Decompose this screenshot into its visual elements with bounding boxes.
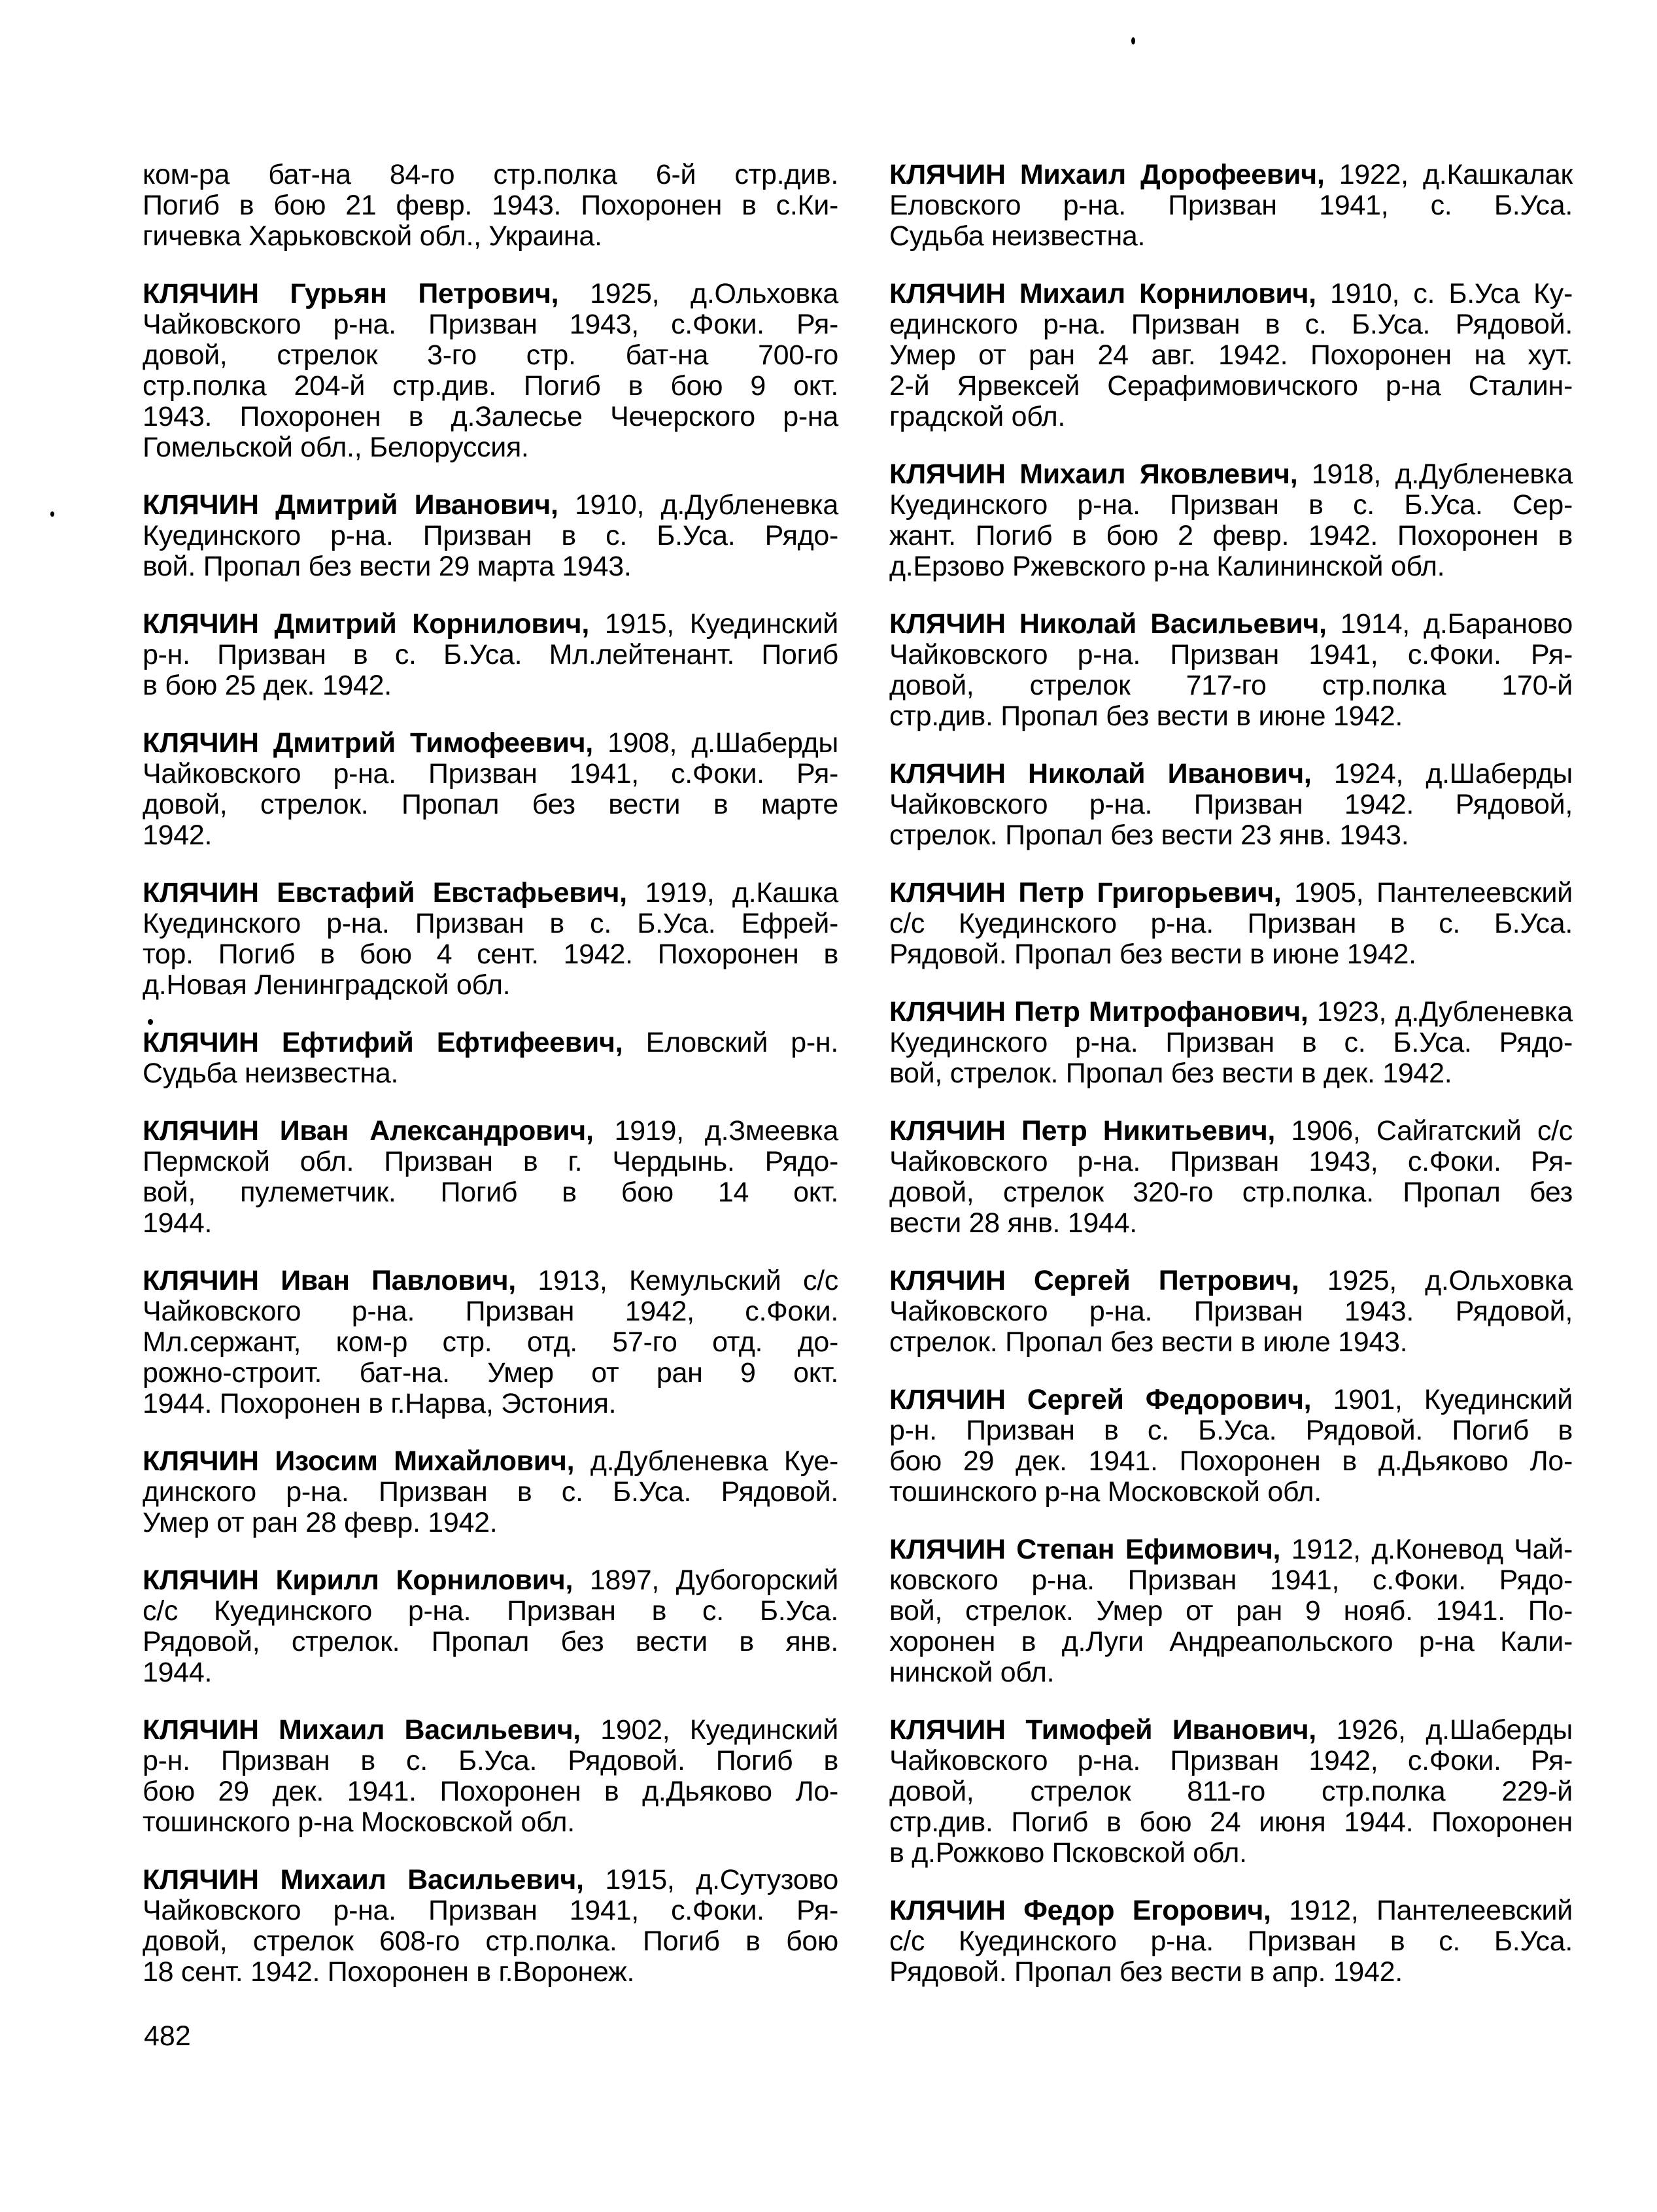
entry-line: довой, стрелок 608-го стр.полка. Погиб в бою	[143, 1926, 838, 1957]
entry-line: тошинского р-на Московской обл.	[143, 1806, 575, 1838]
entry-line: Куединского р-на. Призван в с. Б.Уса. Сер-	[889, 489, 1573, 521]
entry-surname: КЛЯЧИН Ефтифий Ефтифеевич,	[143, 1027, 623, 1058]
memorial-entry	[889, 1385, 1573, 1508]
entry-surname: КЛЯЧИН Михаил Васильевич,	[143, 1714, 581, 1746]
entry-line: КЛЯЧИН Петр Митрофанович, 1923, д.Дубленевка	[889, 996, 1573, 1028]
memorial-entry	[889, 1895, 1573, 1988]
entry-line: 1943. Похоронен в д.Залесье Чечерского р-на	[143, 401, 838, 432]
entry-line: 1944.	[143, 1207, 213, 1239]
entry-line: р-н. Призван в с. Б.Уса. Рядовой. Погиб в	[143, 1745, 838, 1776]
entry-line: КЛЯЧИН Евстафий Евстафьевич, 1919, д.Кашка	[143, 877, 838, 908]
entry-surname: КЛЯЧИН Иван Павлович,	[143, 1265, 516, 1296]
memorial-entry	[889, 459, 1573, 582]
memorial-entry	[889, 1116, 1573, 1239]
entry-line: д.Ерзово Ржевского р-на Калининской обл.	[889, 551, 1445, 582]
entry-line: КЛЯЧИН Тимофей Иванович, 1926, д.Шаберды	[889, 1714, 1573, 1746]
scan-speck	[50, 511, 54, 517]
entry-surname: КЛЯЧИН Михаил Корнилович,	[889, 278, 1316, 309]
memorial-entry	[143, 279, 838, 463]
entry-line: КЛЯЧИН Михаил Дорофеевич, 1922, д.Кашкалак	[889, 159, 1573, 190]
entry-line: Еловского р-на. Призван 1941, с. Б.Уса.	[889, 190, 1573, 221]
memorial-entry	[143, 1865, 838, 1988]
scan-speck	[1131, 37, 1135, 44]
memorial-entry	[889, 1534, 1573, 1688]
entry-line: Чайковского р-на. Призван 1942, с.Фоки.	[143, 1296, 838, 1327]
entry-line: бою 29 дек. 1941. Похоронен в д.Дьяково Ло-	[889, 1445, 1573, 1477]
entry-surname: КЛЯЧИН Евстафий Евстафьевич,	[143, 877, 627, 908]
entry-line: с/с Куединского р-на. Призван в с. Б.Уса.	[889, 908, 1573, 939]
entry-line: Чайковского р-на. Призван 1941, с.Фоки. Ря-	[889, 639, 1573, 670]
entry-surname: КЛЯЧИН Сергей Петрович,	[889, 1265, 1299, 1296]
entry-line: нинской обл.	[889, 1657, 1055, 1688]
memorial-entry	[889, 609, 1573, 732]
entry-line: довой, стрелок 3-го стр. бат-на 700-го	[143, 339, 838, 371]
memorial-entry	[143, 1565, 838, 1688]
memorial-entry	[143, 1715, 838, 1838]
entry-line: КЛЯЧИН Степан Ефимович, 1912, д.Коневод Чай-	[889, 1534, 1573, 1565]
entry-line: вой. Пропал без вести 29 марта 1943.	[143, 551, 632, 582]
entry-line: КЛЯЧИН Ефтифий Ефтифеевич, Еловский р-н.	[143, 1027, 838, 1058]
entry-line: жант. Погиб в бою 2 февр. 1942. Похоронен в	[889, 520, 1573, 551]
entry-line: КЛЯЧИН Николай Иванович, 1924, д.Шаберды	[889, 758, 1573, 789]
memorial-entry	[889, 279, 1573, 432]
entry-line: КЛЯЧИН Михаил Васильевич, 1902, Куединский	[143, 1714, 838, 1746]
entry-surname: КЛЯЧИН Степан Ефимович,	[889, 1534, 1281, 1565]
entry-line: градской обл.	[889, 401, 1066, 432]
entry-surname: КЛЯЧИН Дмитрий Иванович,	[143, 489, 558, 521]
entry-line: КЛЯЧИН Изосим Михайлович, д.Дубленевка Куе-	[143, 1445, 838, 1477]
entry-line: тошинского р-на Московской обл.	[889, 1476, 1322, 1508]
entry-line: Чайковского р-на. Призван 1942. Рядовой,	[889, 789, 1573, 820]
entry-line: Пермской обл. Призван в г. Чердынь. Рядо-	[143, 1146, 838, 1177]
text-columns	[143, 160, 1573, 1988]
entry-line: ком-ра бат-на 84-го стр.полка 6-й стр.див.	[143, 159, 838, 190]
entry-line: стрелок. Пропал без вести 23 янв. 1943.	[889, 820, 1409, 851]
entry-line: КЛЯЧИН Дмитрий Корнилович, 1915, Куединский	[143, 608, 838, 640]
entry-line: стр.див. Погиб в бою 24 июня 1944. Похоронен	[889, 1806, 1573, 1838]
entry-surname: КЛЯЧИН Сергей Федорович,	[889, 1384, 1312, 1415]
entry-line: КЛЯЧИН Петр Никитьевич, 1906, Сайгатский с/с	[889, 1115, 1573, 1147]
memorial-entry	[143, 1266, 838, 1419]
entry-line: гичевка Харьковской обл., Украина.	[143, 220, 602, 252]
entry-line: Чайковского р-на. Призван 1943, с.Фоки. Ря-	[143, 309, 838, 340]
page-number: 482	[144, 2020, 191, 2052]
entry-line: стр.див. Пропал без вести в июне 1942.	[889, 700, 1403, 732]
entry-line: р-н. Призван в с. Б.Уса. Мл.лейтенант. Погиб	[143, 639, 838, 670]
entry-line: рожно-строит. бат-на. Умер от ран 9 окт.	[143, 1357, 838, 1389]
entry-line: динского р-на. Призван в с. Б.Уса. Рядовой.	[143, 1476, 838, 1508]
entry-surname: КЛЯЧИН Николай Иванович,	[889, 758, 1312, 789]
entry-line: Чайковского р-на. Призван 1943. Рядовой,	[889, 1296, 1573, 1327]
memorial-entry	[143, 1446, 838, 1538]
entry-line: Умер от ран 24 авг. 1942. Похоронен на хут.	[889, 339, 1573, 371]
entry-line: Мл.сержант, ком-р стр. отд. 57-го отд. до-	[143, 1326, 838, 1358]
entry-line: Рядовой, стрелок. Пропал без вести в янв.	[143, 1626, 838, 1657]
entry-line: Куединского р-на. Призван в с. Б.Уса. Рядо-	[143, 520, 838, 551]
entry-line: р-н. Призван в с. Б.Уса. Рядовой. Погиб в	[889, 1415, 1573, 1446]
entry-line: с/с Куединского р-на. Призван в с. Б.Уса.	[143, 1595, 838, 1627]
entry-surname: КЛЯЧИН Михаил Васильевич,	[143, 1864, 584, 1895]
entry-surname: КЛЯЧИН Тимофей Иванович,	[889, 1714, 1316, 1746]
entry-surname: КЛЯЧИН Федор Егорович,	[889, 1895, 1271, 1926]
entry-line: Рядовой. Пропал без вести в июне 1942.	[889, 939, 1416, 970]
entry-surname: КЛЯЧИН Николай Васильевич,	[889, 608, 1327, 640]
entry-line: КЛЯЧИН Николай Васильевич, 1914, д.Бараново	[889, 608, 1573, 640]
entry-line: Чайковского р-на. Призван 1941, с.Фоки. Ря-	[143, 758, 838, 789]
scan-speck	[148, 1019, 153, 1025]
entry-line: в бою 25 дек. 1942.	[143, 670, 392, 701]
entry-line: Куединского р-на. Призван в с. Б.Уса. Рядо-	[889, 1027, 1573, 1058]
memorial-entry	[143, 160, 838, 252]
entry-surname: КЛЯЧИН Дмитрий Тимофеевич,	[143, 727, 593, 759]
entry-line: д.Новая Ленинградской обл.	[143, 969, 511, 1001]
entry-line: стрелок. Пропал без вести в июле 1943.	[889, 1326, 1408, 1358]
entry-line: тор. Погиб в бою 4 сент. 1942. Похоронен в	[143, 939, 838, 970]
entry-line: с/с Куединского р-на. Призван в с. Б.Уса.	[889, 1926, 1573, 1957]
memorial-entry	[889, 759, 1573, 851]
memorial-entry	[143, 878, 838, 1001]
entry-surname: КЛЯЧИН Иван Александрович,	[143, 1115, 594, 1147]
entry-line: КЛЯЧИН Сергей Федорович, 1901, Куединский	[889, 1384, 1573, 1415]
entry-surname: КЛЯЧИН Гурьян Петрович,	[143, 278, 559, 309]
entry-line: КЛЯЧИН Михаил Васильевич, 1915, д.Сутузово	[143, 1864, 839, 1895]
entry-line: Чайковского р-на. Призван 1942, с.Фоки. Ря-	[889, 1745, 1573, 1776]
entry-line: ковского р-на. Призван 1941, с.Фоки. Рядо-	[889, 1564, 1573, 1596]
entry-line: КЛЯЧИН Дмитрий Иванович, 1910, д.Дубленевка	[143, 489, 839, 521]
entry-surname: КЛЯЧИН Петр Митрофанович,	[889, 996, 1308, 1028]
entry-line: КЛЯЧИН Иван Александрович, 1919, д.Змеевка	[143, 1115, 838, 1147]
entry-surname: КЛЯЧИН Дмитрий Корнилович,	[143, 608, 589, 640]
entry-line: 1944. Похоронен в г.Нарва, Эстония.	[143, 1388, 617, 1419]
entry-line: Судьба неизвестна.	[143, 1058, 399, 1089]
entry-line: Судьба неизвестна.	[889, 220, 1146, 252]
memorial-entry	[143, 1028, 838, 1089]
entry-line: КЛЯЧИН Сергей Петрович, 1925, д.Ольховка	[889, 1265, 1573, 1296]
entry-line: КЛЯЧИН Михаил Корнилович, 1910, с. Б.Уса Ку-	[889, 278, 1573, 309]
entry-surname: КЛЯЧИН Кирилл Корнилович,	[143, 1564, 573, 1596]
memorial-entry	[889, 878, 1573, 970]
left-column	[143, 160, 838, 1988]
memorial-entry	[143, 609, 838, 701]
entry-surname: КЛЯЧИН Изосим Михайлович,	[143, 1445, 575, 1477]
entry-line: КЛЯЧИН Федор Егорович, 1912, Пантелеевский	[889, 1895, 1573, 1926]
entry-surname: КЛЯЧИН Михаил Дорофеевич,	[889, 159, 1325, 190]
entry-line: вой, стрелок. Пропал без вести в дек. 1942.	[889, 1058, 1452, 1089]
entry-surname: КЛЯЧИН Михаил Яковлевич,	[889, 458, 1298, 490]
entry-line: Рядовой. Пропал без вести в апр. 1942.	[889, 1956, 1403, 1988]
entry-line: стр.полка 204-й стр.див. Погиб в бою 9 окт.	[143, 370, 838, 402]
entry-line: КЛЯЧИН Иван Павлович, 1913, Кемульский с/с	[143, 1265, 838, 1296]
entry-line: хоронен в д.Луги Андреапольского р-на Кали-	[889, 1626, 1573, 1657]
memorial-entry	[889, 1715, 1573, 1869]
entry-line: 2-й Ярвексей Серафимовичского р-на Сталин-	[889, 370, 1573, 402]
memorial-entry	[143, 1116, 838, 1239]
entry-line: 1944.	[143, 1657, 213, 1688]
entry-line: довой, стрелок 320-го стр.полка. Пропал без	[889, 1177, 1573, 1208]
entry-line: бою 29 дек. 1941. Похоронен в д.Дьяково Ло-	[143, 1776, 838, 1807]
entry-line: в д.Рожково Псковской обл.	[889, 1837, 1247, 1869]
entry-surname: КЛЯЧИН Петр Григорьевич,	[889, 877, 1282, 908]
entry-line: КЛЯЧИН Михаил Яковлевич, 1918, д.Дубленевка	[889, 458, 1573, 490]
entry-line: довой, стрелок 811-го стр.полка 229-й	[889, 1776, 1573, 1807]
entry-line: вой, пулеметчик. Погиб в бою 14 окт.	[143, 1177, 838, 1208]
entry-line: Умер от ран 28 февр. 1942.	[143, 1507, 498, 1538]
entry-line: КЛЯЧИН Петр Григорьевич, 1905, Пантелеевский	[889, 877, 1573, 908]
entry-line: Чайковского р-на. Призван 1941, с.Фоки. Ря-	[143, 1895, 838, 1926]
entry-line: вой, стрелок. Умер от ран 9 нояб. 1941. По-	[889, 1595, 1573, 1627]
right-column	[889, 160, 1573, 1988]
entry-line: Куединского р-на. Призван в с. Б.Уса. Ефрей-	[143, 908, 838, 939]
entry-line: КЛЯЧИН Кирилл Корнилович, 1897, Дубогорский	[143, 1564, 838, 1596]
entry-line: КЛЯЧИН Гурьян Петрович, 1925, д.Ольховка	[143, 278, 838, 309]
memorial-entry	[889, 160, 1573, 252]
entry-line: 18 сент. 1942. Похоронен в г.Воронеж.	[143, 1956, 635, 1988]
memorial-entry	[889, 1266, 1573, 1358]
entry-line: Погиб в бою 21 февр. 1943. Похоронен в с.Ки-	[143, 190, 838, 221]
entry-line: КЛЯЧИН Дмитрий Тимофеевич, 1908, д.Шаберды	[143, 727, 838, 759]
entry-line: 1942.	[143, 820, 213, 851]
entry-line: Чайковского р-на. Призван 1943, с.Фоки. Ря-	[889, 1146, 1573, 1177]
memorial-entry	[143, 728, 838, 851]
entry-line: довой, стрелок 717-го стр.полка 170-й	[889, 670, 1573, 701]
memorial-entry	[143, 490, 838, 582]
entry-line: довой, стрелок. Пропал без вести в марте	[143, 789, 838, 820]
entry-line: Гомельской обл., Белоруссия.	[143, 432, 529, 463]
entry-line: вести 28 янв. 1944.	[889, 1207, 1137, 1239]
entry-surname: КЛЯЧИН Петр Никитьевич,	[889, 1115, 1276, 1147]
entry-line: единского р-на. Призван в с. Б.Уса. Рядовой.	[889, 309, 1573, 340]
memorial-entry	[889, 997, 1573, 1089]
